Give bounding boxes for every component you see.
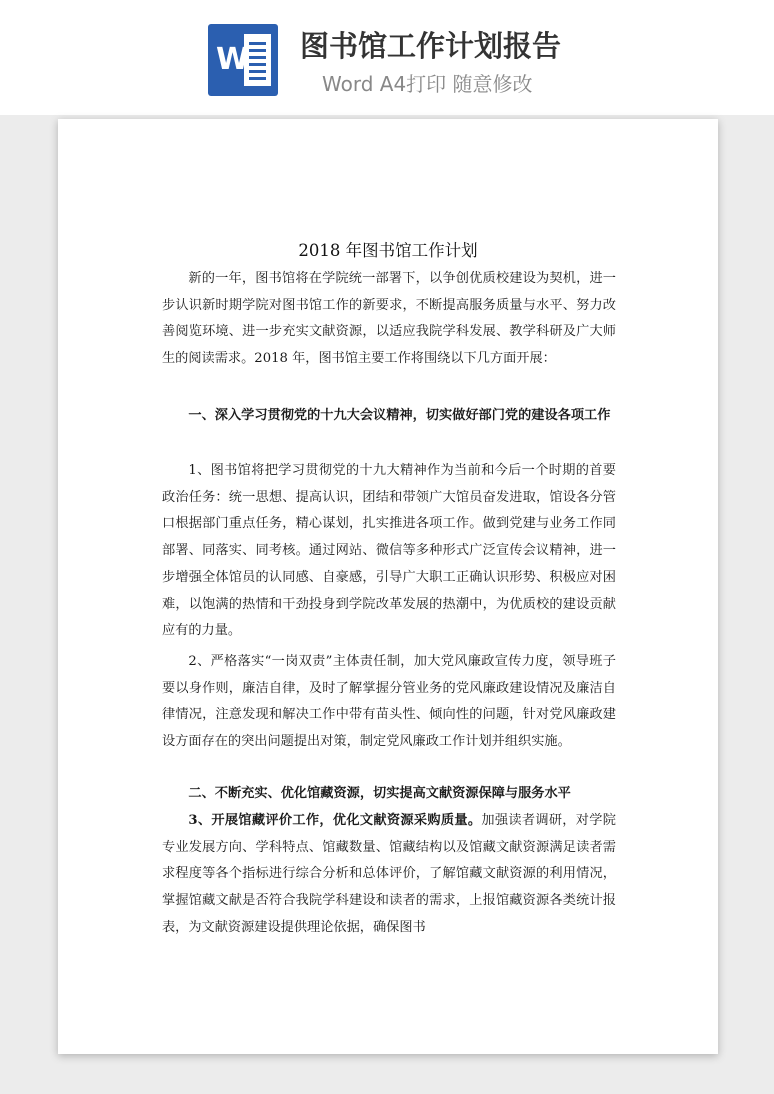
page-subtitle: Word A4打印 随意修改 <box>322 72 533 96</box>
word-letter: W <box>216 42 250 77</box>
page-title: 图书馆工作计划报告 <box>300 29 562 63</box>
section-2-heading: 二、不断充实、优化馆藏资源，切实提高文献资源保障与服务水平 <box>188 786 571 801</box>
item-3-lead: 3、开展馆藏评价工作，优化文献资源采购质量。 <box>188 813 482 828</box>
item-1-paragraph: 1、图书馆将把学习贯彻党的十九大精神作为当前和今后一个时期的首要政治任务：统一思想、提高认识，团结和带领广大馆员奋发进取，馆设各分管口根据部门重点任务，精心谋划，扎实推进各项工作。做到党建与业务工作同部署、同落实、同考核。通过网站、微信等多种形式广泛宣传会议精神，进一步增强全体馆员的认同感、自豪感，引导广大职工正确认识形势、积极应对困难，以饱满的热情和干劲投身到学院改革发展的热潮中，为优质校的建设贡献应有的力量。 <box>162 463 616 639</box>
item-3-paragraph <box>162 808 616 942</box>
document-title: 2018 年图书馆工作计划 <box>298 241 478 260</box>
item-2-paragraph: 2、严格落实“一岗双责”主体责任制，加大党风廉政宣传力度，领导班子要以身作则，廉洁自律，及时了解掌握分管业务的党风廉政建设情况及廉洁自律情况，注意发现和解决工作中带有苗头性、倾向性的问题，针对党风廉政建设方面存在的突出问题提出对策，制定党风廉政工作计划并组织实施。 <box>162 654 616 750</box>
header-banner <box>0 0 774 115</box>
document-page <box>58 119 718 1054</box>
item-3-body: 加强读者调研，对学院专业发展方向、学科特点、馆藏数量、馆藏结构以及馆藏文献资源满足读者需求程度等各个指标进行综合分析和总体评价，了解馆藏文献资源的利用情况，掌握馆藏文献是否符合我院学科建设和读者的需求，上报馆藏资源各类统计报表，为文献资源建设提供理论依据，确保图书 <box>162 813 616 935</box>
section-1-heading: 一、深入学习贯彻党的十九大会议精神，切实做好部门党的建设各项工作 <box>188 408 611 423</box>
intro-paragraph: 新的一年，图书馆将在学院统一部署下，以争创优质校建设为契机，进一步认识新时期学院对图书馆工作的新要求，不断提高服务质量与水平、努力改善阅览环境、进一步充实文献资源，以适应我院学科发展、教学科研及广大师生的阅读需求。2018 年，图书馆主要工作将围绕以下几方面开展： <box>162 271 616 367</box>
word-icon <box>208 24 278 96</box>
